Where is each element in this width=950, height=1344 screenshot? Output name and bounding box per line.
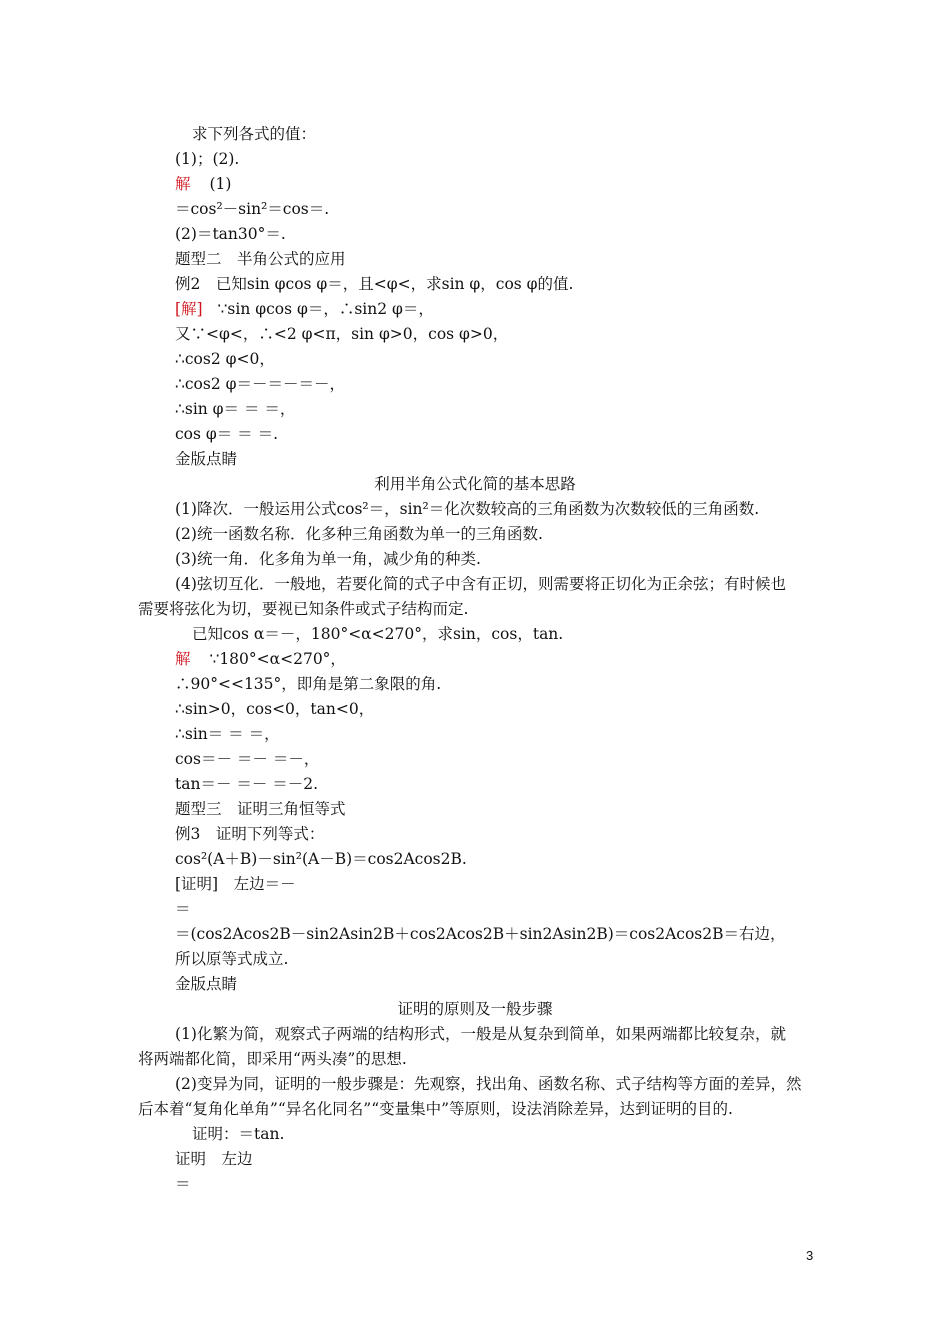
text-line: ＝ <box>175 1175 191 1193</box>
insight-title: 证明的原则及一般步骤 <box>397 1000 553 1018</box>
section-heading: 题型二 半角公式的应用 <box>175 250 346 268</box>
solution-line <box>175 174 231 194</box>
solution-label: 解 <box>175 650 191 668</box>
page-number: 3 <box>806 1248 814 1263</box>
solution-line <box>175 299 434 319</box>
example-statement: 例3 证明下列等式： <box>175 825 325 843</box>
text-line: (2)统一函数名称．化多种三角函数为单一的三角函数. <box>175 525 543 543</box>
text-line: ＝cos²－sin²＝cos＝. <box>175 200 330 218</box>
proof-start: 证明 左边 <box>175 1150 253 1168</box>
text-line: ∴90°<<135°，即角是第二象限的角. <box>175 675 442 693</box>
text-line: ∴sin φ＝ ＝ ＝， <box>175 400 296 418</box>
text-line: ＝(cos2Acos2B－sin2Asin2B＋cos2Acos2B＋sin2Asin2B)＝cos2Acos2B＝右边， <box>175 925 786 943</box>
text-line: 所以原等式成立. <box>175 950 289 968</box>
exercise-intro: 证明：＝tan. <box>192 1125 285 1143</box>
text-line: (1)降次．一般运用公式cos²＝，sin²＝化次数较高的三角函数为次数较低的三角函数. <box>175 500 760 518</box>
exercise-intro: 求下列各式的值： <box>192 125 317 143</box>
insight-title: 利用半角公式化简的基本思路 <box>374 475 576 493</box>
text-line: (2)变异为同，证明的一般步骤是：先观察，找出角、函数名称、式子结构等方面的差异，然 <box>175 1075 802 1093</box>
text-line: 将两端都化简，即采用“两头凑”的思想. <box>138 1050 407 1068</box>
text-line: 后本着“复角化单角”“异名化同名”“变量集中”等原则，设法消除差异，达到证明的目的. <box>138 1100 733 1118</box>
insight-heading: 金版点睛 <box>175 975 238 993</box>
solution-label: 解 <box>175 175 191 193</box>
text-line: (2)＝tan30°＝. <box>175 225 286 243</box>
exercise-items: (1)；(2). <box>175 150 240 168</box>
text-line: cos＝－ ＝－ ＝－， <box>175 750 320 768</box>
text-line: cos φ＝ ＝ ＝. <box>175 425 279 443</box>
solution-text: ∵180°<α<270°， <box>209 650 346 668</box>
text-line: 又∵<φ<，∴<2 φ<π，sin φ>0，cos φ>0， <box>175 325 509 343</box>
text-line: (1)化繁为简，观察式子两端的结构形式，一般是从复杂到简单，如果两端都比较复杂，就 <box>175 1025 786 1043</box>
text-line: cos²(A＋B)－sin²(A－B)＝cos2Acos2B. <box>175 850 467 868</box>
exercise-intro: 已知cos α＝－，180°<α<270°，求sin，cos，tan. <box>192 625 564 643</box>
text-line: (3)统一角．化多角为单一角，减少角的种类. <box>175 550 481 568</box>
solution-line <box>175 649 346 669</box>
insight-heading: 金版点睛 <box>175 450 238 468</box>
section-heading: 题型三 证明三角恒等式 <box>175 800 346 818</box>
text-line: ∴cos2 φ<0， <box>175 350 275 368</box>
text-line: ∴sin>0，cos<0，tan<0， <box>175 700 375 718</box>
proof-start: [证明] 左边＝－ <box>175 875 296 893</box>
text-line: ∴cos2 φ＝－＝－＝－， <box>175 375 345 393</box>
example-statement: 例2 已知sin φcos φ＝，且<φ<，求sin φ，cos φ的值. <box>175 275 574 293</box>
text-line: 需要将弦化为切，要视已知条件或式子结构而定. <box>138 600 469 618</box>
solution-text: ∵sin φcos φ＝，∴sin2 φ＝， <box>217 300 434 318</box>
solution-text: (1) <box>209 175 232 193</box>
solution-label: [解] <box>175 300 203 318</box>
text-line: ∴sin＝ ＝ ＝， <box>175 725 280 743</box>
text-line: (4)弦切互化．一般地，若要化简的式子中含有正切，则需要将正切化为正余弦；有时候也 <box>175 575 786 593</box>
text-line: tan＝－ ＝－ ＝－2. <box>175 775 319 793</box>
text-line: ＝ <box>175 900 191 918</box>
